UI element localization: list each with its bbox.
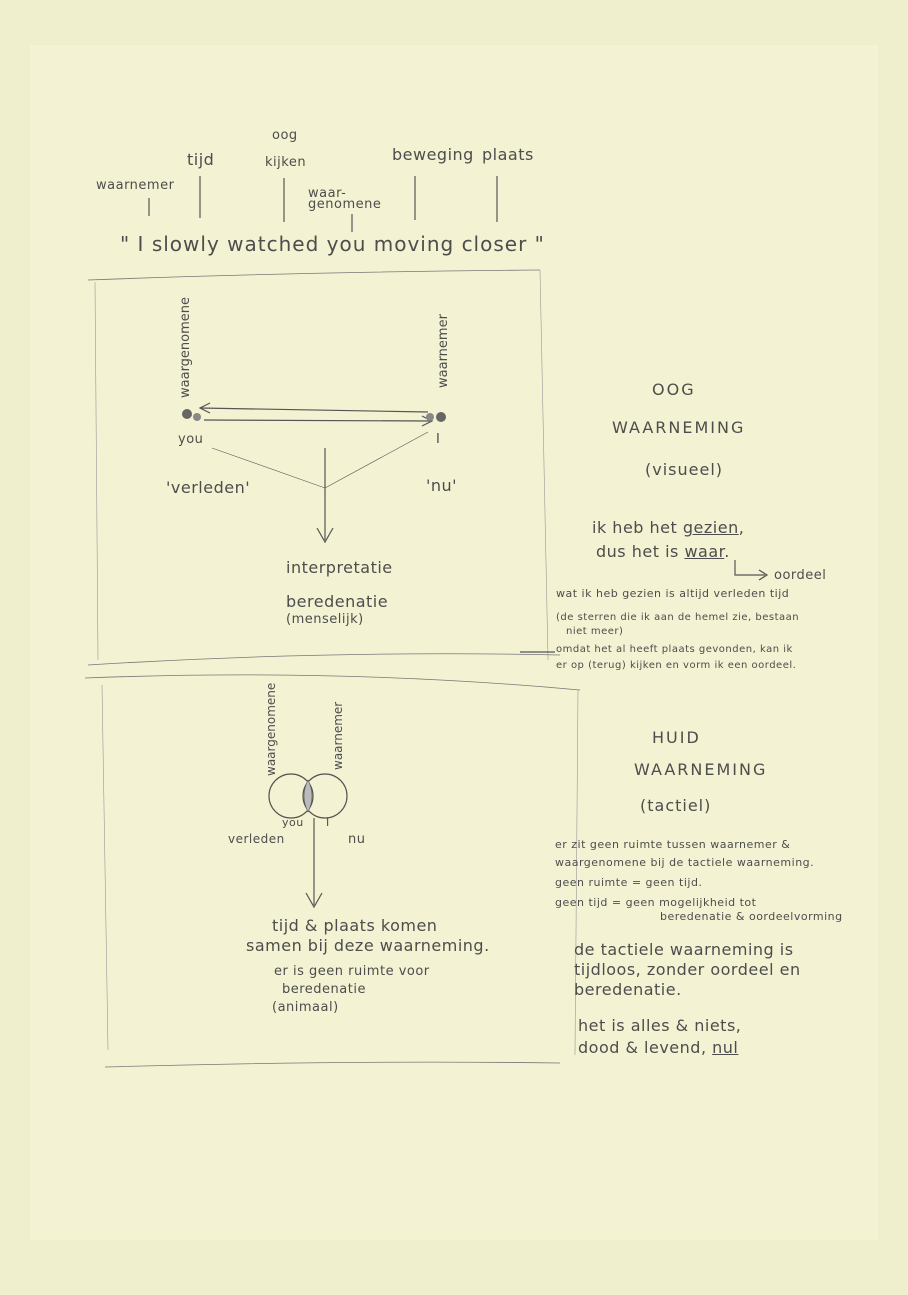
box2-left xyxy=(102,685,108,1050)
huid-line-8: beredenatie. xyxy=(574,980,682,999)
huid-line-10: dood & levend, nul xyxy=(578,1038,739,1057)
dot-i-1 xyxy=(426,413,434,421)
huid-line-4: geen tijd = geen mogelijkheid tot xyxy=(555,896,757,909)
huid-line-7: tijdloos, zonder oordeel en xyxy=(574,960,801,979)
d2-line-1: tijd & plaats komen xyxy=(272,916,438,935)
dot-you-2 xyxy=(193,413,201,421)
huid-title-1: HUID xyxy=(652,728,701,747)
d1-label-waarnemer: waarnemer xyxy=(436,314,451,388)
box1-top xyxy=(88,270,540,280)
oog-title-3: (visueel) xyxy=(645,460,724,479)
huid-line-6: de tactiele waarneming is xyxy=(574,940,794,959)
label-oog: oog xyxy=(272,128,298,143)
dot-i-2 xyxy=(436,412,446,422)
box2-bottom xyxy=(105,1062,560,1067)
dot-you-1 xyxy=(182,409,192,419)
huid-line-1: er zit geen ruimte tussen waarnemer & xyxy=(555,838,791,851)
sentence-quote: " I slowly watched you moving closer " xyxy=(120,232,545,256)
box2-right xyxy=(575,690,578,1055)
label-plaats: plaats xyxy=(482,145,534,164)
d2-line-5: (animaal) xyxy=(272,1000,339,1015)
oog-oordeel: oordeel xyxy=(774,568,827,583)
d1-beredenatie: beredenatie xyxy=(286,592,389,611)
oog-line-2: dus het is waar. xyxy=(596,542,730,561)
d1-nu: 'nu' xyxy=(426,476,458,495)
huid-line-2: waargenomene bij de tactiele waarneming. xyxy=(555,856,815,869)
d2-line-3: er is geen ruimte voor xyxy=(274,964,430,979)
d1-you: you xyxy=(178,432,204,447)
d1-i: I xyxy=(436,432,441,447)
box1-bottom xyxy=(88,654,560,665)
huid-line-9: het is alles & niets, xyxy=(578,1016,742,1035)
d2-label-waarnemer: waarnemer xyxy=(331,701,345,770)
huid-title-2: WAARNEMING xyxy=(634,760,768,779)
oog-line-5: niet meer) xyxy=(566,626,624,637)
box1-right xyxy=(540,270,548,660)
d2-nu: nu xyxy=(348,832,366,847)
box1-left xyxy=(95,282,98,660)
d2-line-4: beredenatie xyxy=(282,982,366,997)
arrow-to-i xyxy=(204,420,430,421)
oog-line-3: wat ik heb gezien is altijd verleden tijd xyxy=(556,587,790,600)
venn-overlap xyxy=(304,780,312,812)
oog-line-7: er op (terug) kijken en vorm ik een oordeel. xyxy=(556,660,797,671)
oog-line-4: (de sterren die ik aan de hemel zie, bestaan xyxy=(556,612,800,623)
d2-verleden: verleden xyxy=(228,832,285,846)
box2-top xyxy=(85,675,580,690)
oog-title-2: WAARNEMING xyxy=(612,418,746,437)
label-tijd: tijd xyxy=(187,150,215,169)
label-kijken: kijken xyxy=(265,155,307,170)
huid-line-3: geen ruimte = geen tijd. xyxy=(555,876,703,889)
d1-verleden: 'verleden' xyxy=(166,478,251,497)
label-waargenomene: waar- genomene xyxy=(308,186,382,212)
label-beweging: beweging xyxy=(392,145,474,164)
d2-you: you xyxy=(282,816,304,829)
d1-menselijk: (menselijk) xyxy=(286,612,364,627)
d2-line-2: samen bij deze waarneming. xyxy=(246,936,490,955)
label-waarnemer: waarnemer xyxy=(96,178,175,193)
huid-line-5: beredenatie & oordeelvorming xyxy=(660,910,843,923)
arrow-to-you xyxy=(200,408,428,412)
oog-line-1: ik heb het gezien, xyxy=(592,518,745,537)
oog-title-1: OOG xyxy=(652,380,696,399)
d2-i: I xyxy=(326,816,330,829)
d1-label-waargenomene: waargenomene xyxy=(178,296,193,398)
oog-line-6: omdat het al heeft plaats gevonden, kan ik xyxy=(556,644,793,655)
d1-interpretatie: interpretatie xyxy=(286,558,393,577)
huid-title-3: (tactiel) xyxy=(640,796,712,815)
d2-label-waargenomene: waargenomene xyxy=(264,682,278,776)
